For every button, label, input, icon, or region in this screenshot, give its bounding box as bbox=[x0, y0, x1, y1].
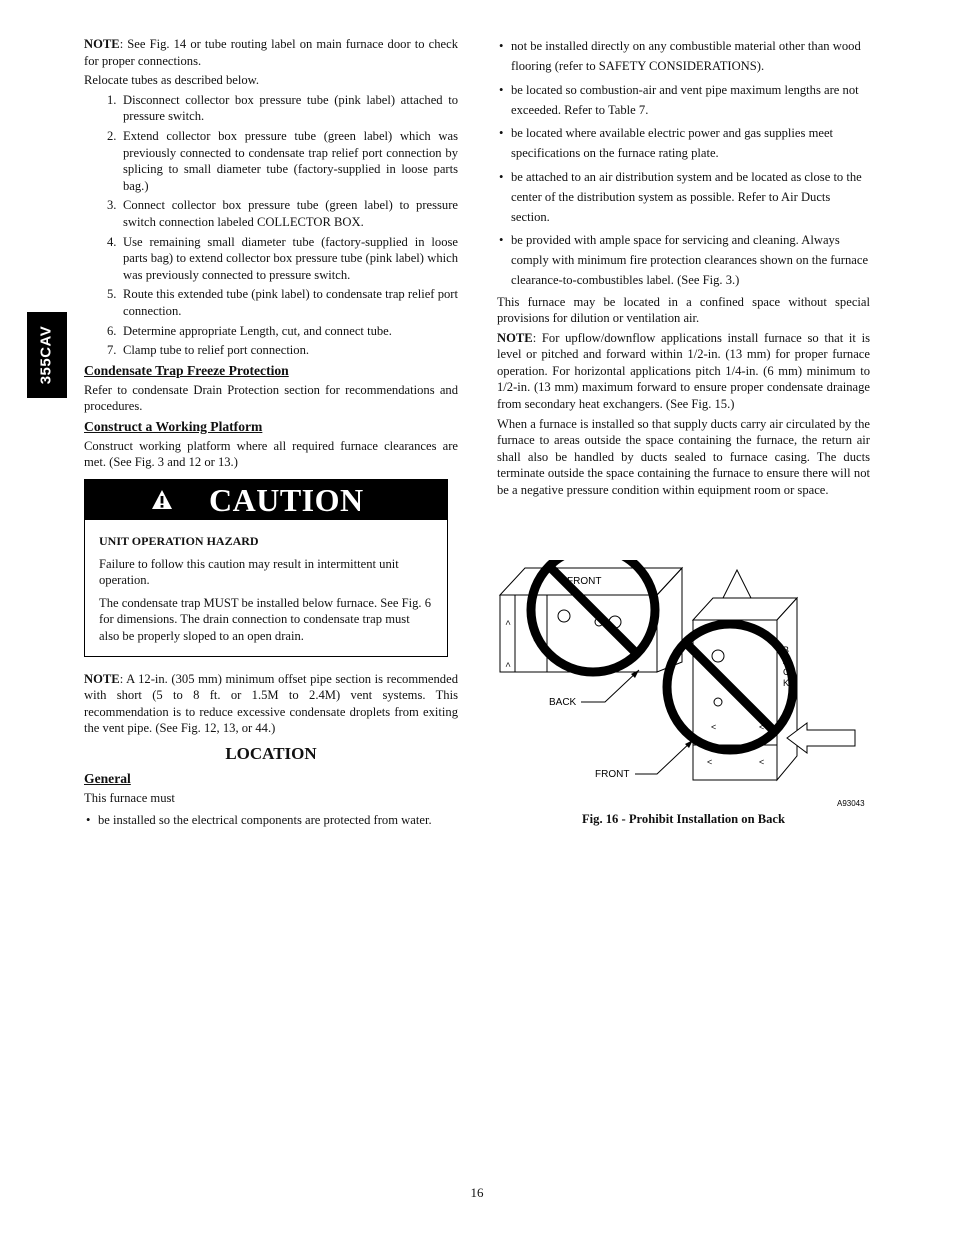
note-label: NOTE bbox=[497, 330, 533, 345]
svg-text:C: C bbox=[783, 667, 790, 677]
left-column bbox=[84, 36, 458, 833]
list-item: • be located where available electric power and gas supplies meet specifications on the furnace rating plate. bbox=[499, 126, 834, 160]
note-pitch bbox=[497, 330, 870, 413]
furnace-must-intro: This furnace must bbox=[84, 791, 175, 805]
caution-box bbox=[84, 479, 448, 657]
model-side-tab-label: 355CAV bbox=[37, 325, 55, 385]
note-text: : A 12-in. (305 mm) minimum offset pipe section is recommended with short (5 to 8 ft. or 1.5M to 2.4M) vent systems. This recommendation is to reduce excessive condensate droplets from exiting the vent pipe. (See Fig. 12, 13, or 44.) bbox=[84, 671, 458, 736]
front-bottom-label: FRONT bbox=[595, 769, 630, 780]
right-column bbox=[497, 36, 870, 502]
furnace-diagram bbox=[497, 560, 870, 810]
requirement-list bbox=[497, 36, 870, 290]
list-item: • be located so combustion-air and vent pipe maximum lengths are not exceeded. Refer to Table 7. bbox=[499, 82, 859, 117]
svg-text:<: < bbox=[503, 662, 513, 668]
step-item: 3. Connect collector box pressure tube (green label) to pressure switch connection labeled COLLECTOR BOX. bbox=[107, 198, 458, 229]
list-item: • be installed so the electrical components are protected from water. bbox=[86, 812, 432, 827]
note-text: : For upflow/downflow applications install furnace so that it is level or pitched and forward within 1/2-in. (13 mm) for proper furnace operation. For horizontal applications pitch 1/4-in. (6 mm) minimum to 1/2-in. (13 mm) maximum forward to ensure proper condensate drainage from secondary heat exchangers. (See Fig. 15.) bbox=[497, 330, 870, 412]
freeze-protection-text: Refer to condensate Drain Protection section for recommendations and procedures. bbox=[84, 382, 458, 414]
list-item: • be provided with ample space for servicing and cleaning. Always comply with minimum fire protection clearances shown on the furnace clearance-to-combustibles label. (See Fig. 3.) bbox=[499, 233, 869, 287]
caution-paragraph: Failure to follow this caution may result in intermittent unit operation. bbox=[99, 556, 399, 588]
svg-text:<: < bbox=[707, 757, 713, 767]
note-tube-routing bbox=[84, 36, 458, 69]
figure-code: A93043 bbox=[837, 799, 865, 808]
list-item: • not be installed directly on any combustible material other than wood flooring (refer to SAFETY CONSIDERATIONS). bbox=[499, 39, 861, 73]
working-platform-heading: Construct a Working Platform bbox=[84, 418, 263, 434]
svg-text:<: < bbox=[711, 722, 717, 732]
back-label: BACK bbox=[549, 697, 577, 708]
front-label: FRONT bbox=[567, 576, 602, 587]
note-text: : See Fig. 14 or tube routing label on main furnace door to check for proper connections. bbox=[84, 37, 458, 68]
caution-title: CAUTION bbox=[209, 481, 364, 518]
model-side-tab bbox=[27, 312, 67, 398]
figure-caption: Fig. 16 - Prohibit Installation on Back bbox=[581, 812, 786, 826]
working-platform-text: Construct working platform where all required furnace clearances are met. (See Fig. 3 and 12 or 13.) bbox=[84, 438, 458, 470]
step-item: 1. Disconnect collector box pressure tube (pink label) attached to pressure switch. bbox=[107, 92, 458, 124]
confined-space-text: This furnace may be located in a confined space without special provisions for dilution or ventilation air. bbox=[497, 294, 870, 326]
page-number: 16 bbox=[470, 1185, 484, 1200]
requirement-list bbox=[84, 810, 458, 830]
general-heading: General bbox=[84, 771, 131, 786]
list-item: • be attached to an air distribution system and be located as close to the center of the distribution system as possible. Refer to Air Ducts section. bbox=[499, 169, 862, 224]
caution-header bbox=[85, 480, 447, 520]
step-item: 5. Route this extended tube (pink label) to condensate trap relief port connection. bbox=[107, 287, 458, 318]
note-label: NOTE bbox=[84, 37, 120, 51]
step-item: 2. Extend collector box pressure tube (green label) which was previously connected to condensate trap relief port connection by splicing to small diameter tube (factory-supplied in loose parts bag.) bbox=[107, 128, 458, 193]
relocation-steps bbox=[84, 92, 458, 359]
step-item: 4. Use remaining small diameter tube (factory-supplied in loose parts bag) to extend collector box pressure tube (pink label) which was previously connected to pressure switch. bbox=[107, 234, 458, 282]
step-item: 7. Clamp tube to relief port connection. bbox=[107, 343, 310, 358]
prohibit-back-install-figure bbox=[497, 560, 870, 810]
note-label: NOTE bbox=[84, 671, 120, 686]
return-air-ducts-text: When a furnace is installed so that supply ducts carry air circulated by the furnace to areas outside the space containing the furnace, the return air shall also be handled by ducts sealed to furnace casing. The ducts terminate outside the space containing the furnace to ensure there will not be a negative pressure condition within equipment room or space. bbox=[497, 416, 870, 498]
caution-paragraph: The condensate trap MUST be installed below furnace. See Fig. 6 for dimensions. The drain connection to condensate trap must also be properly sloped to an open drain. bbox=[99, 595, 432, 644]
svg-text:<: < bbox=[531, 636, 541, 642]
svg-text:<: < bbox=[759, 757, 765, 767]
svg-text:<: < bbox=[759, 722, 765, 732]
svg-text:B: B bbox=[783, 645, 790, 655]
caution-body bbox=[85, 520, 447, 656]
relocate-intro: Relocate tubes as described below. bbox=[84, 73, 260, 88]
step-item: 6. Determine appropriate Length, cut, and connect tube. bbox=[107, 323, 392, 338]
freeze-protection-heading: Condensate Trap Freeze Protection bbox=[84, 362, 289, 378]
svg-text:K: K bbox=[783, 678, 790, 688]
svg-text:A: A bbox=[783, 656, 790, 666]
note-offset-pipe bbox=[84, 671, 458, 737]
hazard-title: UNIT OPERATION HAZARD bbox=[99, 534, 259, 549]
location-heading: LOCATION bbox=[225, 744, 317, 763]
warning-triangle-icon bbox=[151, 489, 173, 511]
svg-text:<: < bbox=[503, 620, 513, 626]
back-vertical-label bbox=[783, 645, 790, 688]
